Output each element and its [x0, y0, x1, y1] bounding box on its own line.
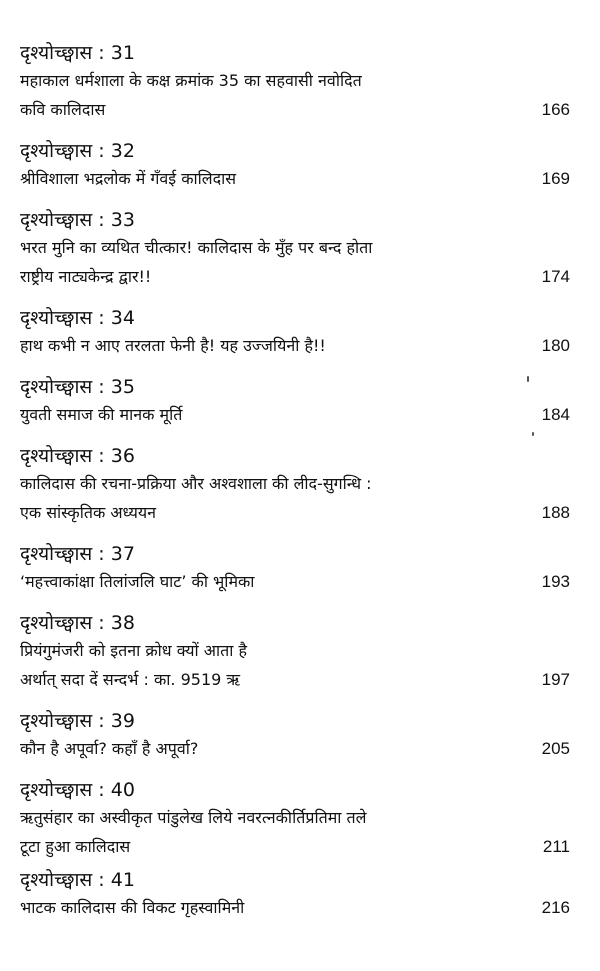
page-number: 184 [541, 405, 570, 424]
section-title-line: एक सांस्कृतिक अध्ययन [20, 503, 157, 522]
section-title-line: हाथ कभी न आए तरलता फेनी है! यह उज्जयिनी है!! [20, 336, 326, 355]
print-speck [532, 432, 534, 436]
section-heading: दृश्योच्छ्वास : 34 [20, 307, 135, 329]
section-heading: दृश्योच्छ्वास : 35 [20, 376, 135, 398]
section-title-line: कालिदास की रचना-प्रक्रिया और अश्वशाला की लीद-सुगन्धि : [20, 474, 372, 493]
section-title-line: युवती समाज की मानक मूर्ति [20, 405, 183, 424]
toc-entry-31 [20, 40, 570, 124]
toc-entry-41 [20, 867, 570, 922]
section-title-line: भरत मुनि का व्यथित चीत्कार! कालिदास के मुँह पर बन्द होता [20, 238, 373, 257]
toc-entry-38 [20, 610, 570, 694]
table-of-contents [20, 40, 570, 922]
page-number: 169 [541, 169, 570, 188]
section-title-line: कवि कालिदास [20, 100, 106, 119]
section-title-line: प्रियंगुमंजरी को इतना क्रोध क्यों आता है [20, 641, 247, 660]
page-number: 205 [541, 739, 570, 758]
section-heading: दृश्योच्छ्वास : 37 [20, 543, 135, 565]
page-number: 166 [541, 100, 570, 119]
print-speck [527, 376, 529, 382]
toc-entry-40 [20, 777, 570, 861]
page-number: 193 [541, 572, 570, 591]
section-title-line: कौन है अपूर्वा? कहाँ है अपूर्वा? [20, 739, 199, 758]
page-number: 180 [541, 336, 570, 355]
page-number: 211 [542, 837, 570, 856]
page-number: 174 [541, 267, 570, 286]
toc-entry-37 [20, 541, 570, 596]
section-heading: दृश्योच्छ्वास : 40 [20, 779, 135, 801]
section-title-line: ‘महत्त्वाकांक्षा तिलांजलि घाट’ की भूमिका [20, 572, 255, 591]
section-title-line: भाटक कालिदास की विकट गृहस्वामिनी [20, 898, 245, 917]
page-number: 188 [541, 503, 570, 522]
section-heading: दृश्योच्छ्वास : 31 [20, 42, 135, 64]
section-heading: दृश्योच्छ्वास : 41 [20, 869, 135, 891]
section-heading: दृश्योच्छ्वास : 32 [20, 140, 135, 162]
section-heading: दृश्योच्छ्वास : 36 [20, 445, 135, 467]
section-title-line: श्रीविशाला भद्रलोक में गँवई कालिदास [20, 169, 237, 188]
toc-entry-39 [20, 708, 570, 763]
toc-entry-32 [20, 138, 570, 193]
page-number: 197 [541, 670, 570, 689]
section-heading: दृश्योच्छ्वास : 39 [20, 710, 135, 732]
toc-entry-35 [20, 374, 570, 429]
toc-entry-33 [20, 207, 570, 291]
section-title-line: टूटा हुआ कालिदास [20, 837, 131, 856]
toc-entry-34 [20, 305, 570, 360]
section-title-line: ऋतुसंहार का अस्वीकृत पांडुलेख लिये नवरत्नकीर्तिप्रतिमा तले [20, 808, 367, 827]
section-title-line: महाकाल धर्मशाला के कक्ष क्रमांक 35 का सहवासी नवोदित [20, 71, 362, 90]
section-title-line: अर्थात् सदा दें सन्दर्भ : का. 9519 ऋ [20, 670, 241, 689]
toc-entry-36 [20, 443, 570, 527]
section-title-line: राष्ट्रीय नाट्यकेन्द्र द्वार!! [20, 267, 152, 286]
section-heading: दृश्योच्छ्वास : 33 [20, 209, 135, 231]
page-number: 216 [541, 898, 570, 917]
section-heading: दृश्योच्छ्वास : 38 [20, 612, 135, 634]
